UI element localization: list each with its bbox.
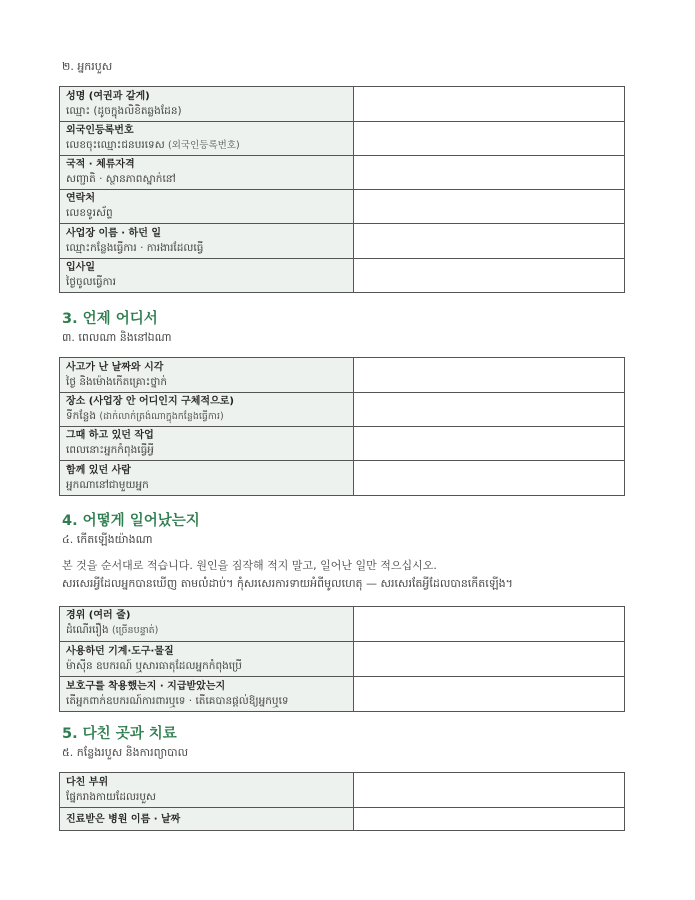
instruction-ko: 본 것을 순서대로 적습니다. 원인을 짐작해 적지 말고, 일어난 일만 적으십시오.	[62, 559, 437, 572]
phone-input-cell[interactable]	[354, 190, 625, 224]
field-label: 다친 부위 ផ្នែករាងកាយដែលរបួស	[60, 773, 354, 808]
injury-treatment-table	[59, 772, 625, 831]
field-label: 사업장 이름 · 하던 일 ឈ្មោះកន្លែងធ្វើការ · ការងារដែលធ្វើ	[60, 224, 354, 259]
field-label: 장소 (사업장 안 어디인지 구체적으로) ទីកន្លែង (ដាក់លាក់ត្រង់ណាក្នុងកន្លែងធ្វើការ)	[60, 393, 354, 427]
field-label: 그때 하고 있던 작업 ពេលនោះអ្នកកំពុងធ្វើអ្វី	[60, 427, 354, 461]
section-5-title: 5. 다친 곳과 치료	[62, 726, 177, 742]
equipment-input-cell[interactable]	[354, 642, 625, 677]
field-label: 보호구를 착용했는지 · 지급받았는지 តើអ្នកពាក់ឧបករណ៍ការពារឬទេ · តើគេបានផ្ដល់ឱ្យអ្នកឬទេ	[60, 677, 354, 712]
registration-number-input-cell[interactable]	[354, 122, 625, 156]
location-input-cell[interactable]	[354, 393, 625, 427]
witness-input-cell[interactable]	[354, 461, 625, 496]
table-row	[60, 87, 625, 122]
section-4-subtitle: ៤. កើតឡើងយ៉ាងណា	[62, 533, 153, 546]
field-label: 연락처 លេខទូរស័ព្ទ	[60, 190, 354, 224]
section-4-instructions	[62, 557, 513, 593]
name-input-cell[interactable]	[354, 87, 625, 122]
field-label: 경위 (여러 줄) ដំណើររឿង (ច្រើនបន្ទាត់)	[60, 607, 354, 642]
table-row	[60, 259, 625, 293]
table-row	[60, 122, 625, 156]
section-3-subtitle: ៣. ពេលណា និងនៅឯណា	[62, 331, 172, 344]
section-4-title: 4. 어떻게 일어났는지	[62, 513, 200, 529]
task-input-cell[interactable]	[354, 427, 625, 461]
instruction-km: សរសេរអ្វីដែលអ្នកបានឃើញ តាមលំដាប់។ កុំសរសេរការទាយអំពីមូលហេតុ — សរសេរតែអ្វីដែលបានកើតឡើង។	[62, 577, 513, 590]
field-label: 성명 (여권과 같게) ឈ្មោះ (ដូចក្នុងលិខិតឆ្លងដែន)	[60, 87, 354, 122]
table-row	[60, 224, 625, 259]
workplace-input-cell[interactable]	[354, 224, 625, 259]
start-date-input-cell[interactable]	[354, 259, 625, 293]
table-row	[60, 393, 625, 427]
field-label: 진료받은 병원 이름 · 날짜	[60, 808, 354, 831]
injured-person-table	[59, 86, 625, 293]
injured-body-part-input-cell[interactable]	[354, 773, 625, 808]
table-row	[60, 808, 625, 831]
section-2-subtitle: ២. អ្នករបួស	[62, 60, 113, 73]
table-row	[60, 677, 625, 712]
table-row	[60, 190, 625, 224]
nationality-input-cell[interactable]	[354, 156, 625, 190]
field-label: 함께 있던 사람 អ្នកណានៅជាមួយអ្នក	[60, 461, 354, 496]
accident-datetime-input-cell[interactable]	[354, 358, 625, 393]
section-3-title: 3. 언제 어디서	[62, 311, 158, 327]
field-label: 사용하던 기계·도구·물질 ម៉ាស៊ីន ឧបករណ៍ ឬសារធាតុដែលអ្នកកំពុងប្រើ	[60, 642, 354, 677]
how-it-happened-table	[59, 606, 625, 712]
protective-gear-input-cell[interactable]	[354, 677, 625, 712]
section-5-subtitle: ៥. កន្លែងរបួស និងការព្យាបាល	[62, 746, 189, 759]
when-where-table	[59, 357, 625, 496]
table-row	[60, 607, 625, 642]
table-row	[60, 156, 625, 190]
field-label: 사고가 난 날짜와 시각 ថ្ងៃ និងម៉ោងកើតគ្រោះថ្នាក់	[60, 358, 354, 393]
field-label: 국적 · 체류자격 សញ្ជាតិ · ស្ថានភាពស្នាក់នៅ	[60, 156, 354, 190]
circumstances-input-cell[interactable]	[354, 607, 625, 642]
table-row	[60, 461, 625, 496]
field-label: 입사일 ថ្ងៃចូលធ្វើការ	[60, 259, 354, 293]
table-row	[60, 358, 625, 393]
hospital-input-cell[interactable]	[354, 808, 625, 831]
table-row	[60, 773, 625, 808]
table-row	[60, 642, 625, 677]
field-label: 외국인등록번호 លេខចុះឈ្មោះជនបរទេស (외국인등록번호)	[60, 122, 354, 156]
table-row	[60, 427, 625, 461]
